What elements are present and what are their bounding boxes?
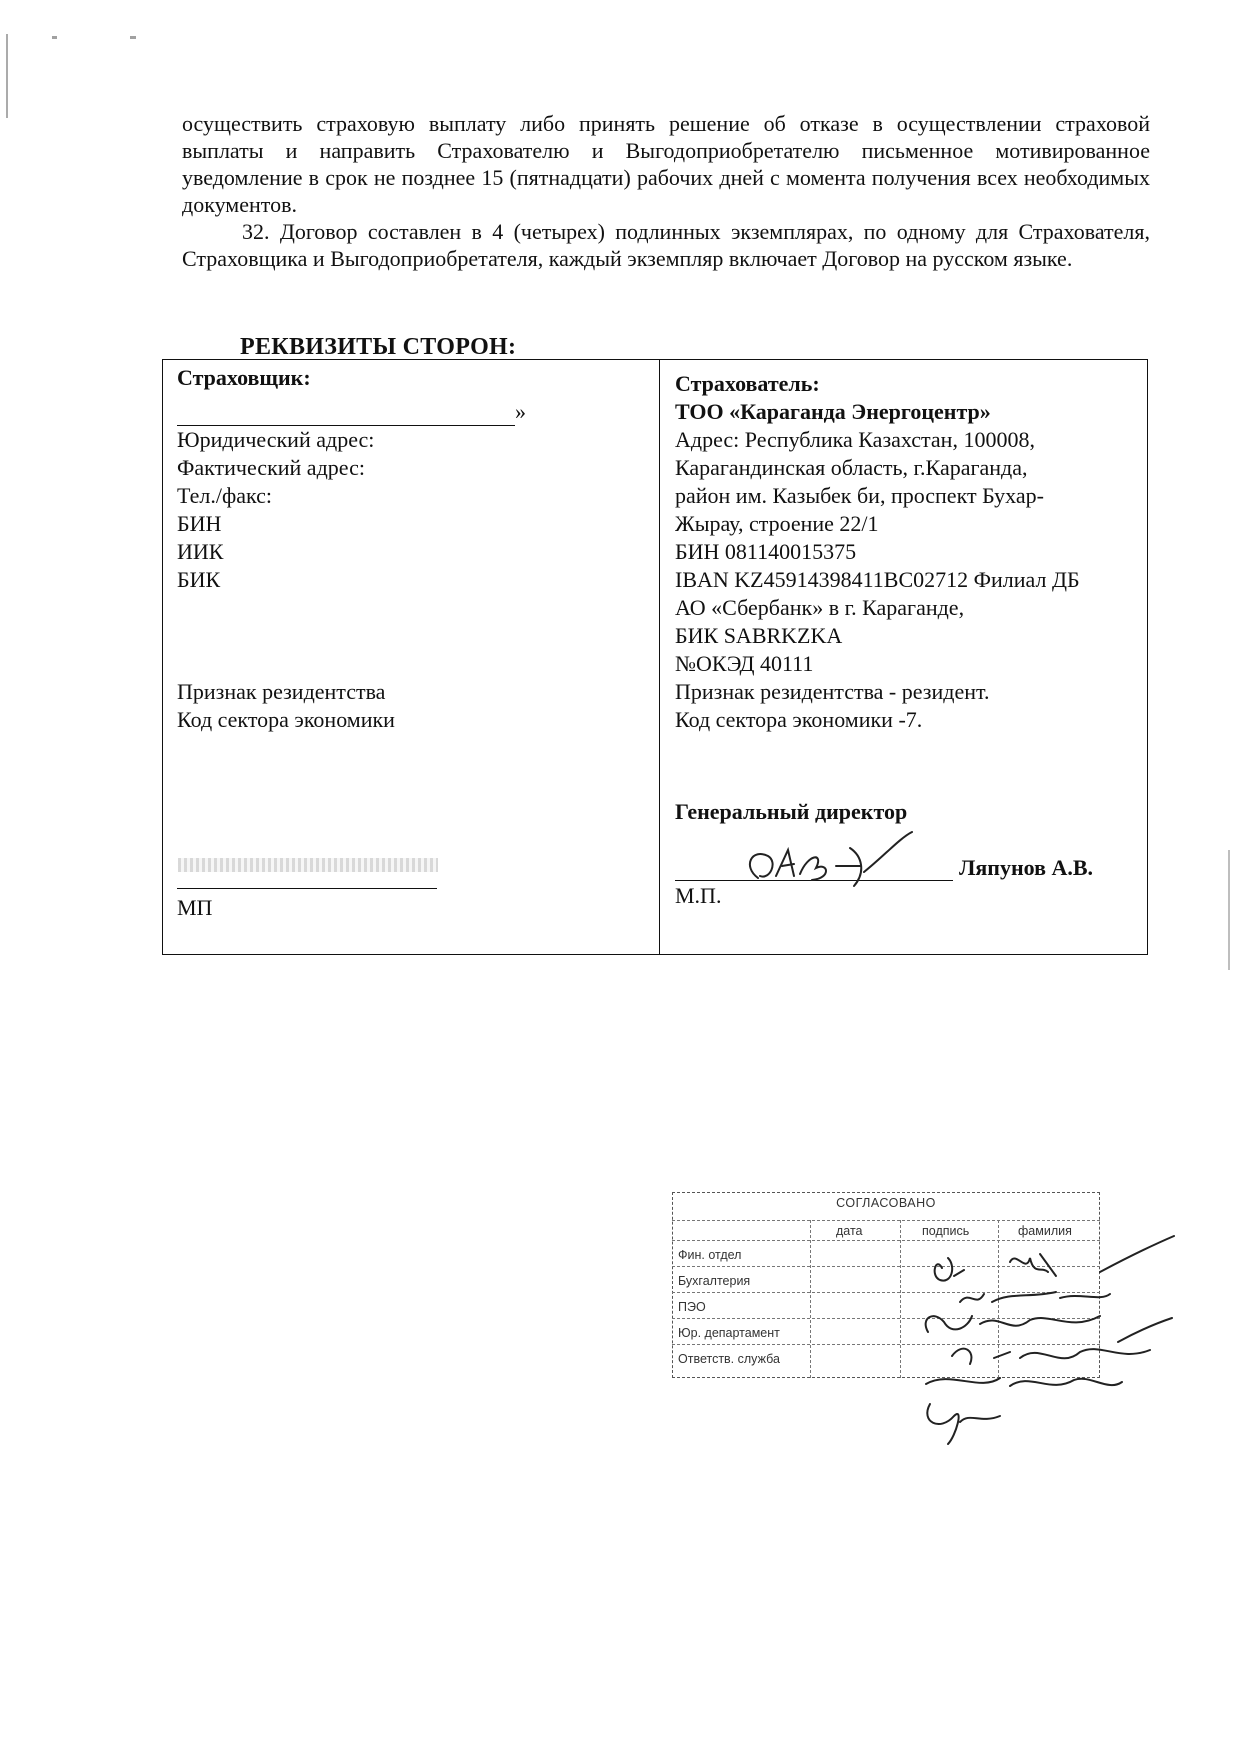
policyholder-signatory: Ляпунов А.В. [959,855,1094,880]
policyholder-bik: БИК SABRKZKA [675,623,843,648]
approval-row-label: Фин. отдел [678,1248,742,1262]
director-signature [738,826,938,896]
insurer-bin: БИН [177,511,222,536]
insurer-iik: ИИК [177,539,224,564]
policyholder-company: ТОО «Караганда Энергоцентр» [675,399,991,424]
column-divider [659,360,660,954]
insurer-phone-fax: Тел./факс: [177,483,272,508]
paragraph-32-copies: 32. Договор составлен в 4 (четырех) подлинных экземплярах, по одному для Страхователя, Страховщика и Выгодоприобретателя, каждый экземпляр включает Договор на русском языке. [182,219,1150,271]
insurer-stamp-label: МП [177,895,213,920]
policyholder-iban-line: АО «Сбербанк» в г. Караганде, [675,595,965,620]
insurer-name-line [177,398,647,426]
policyholder-heading: Страхователь: [675,371,820,396]
scan-artifact [130,36,136,39]
approval-col-signature: подпись [922,1224,970,1238]
scan-artifact [6,34,8,118]
scan-artifact [52,36,57,39]
approval-column-line [810,1220,811,1378]
policyholder-sector-code: Код сектора экономики -7. [675,707,923,732]
approval-divider [672,1220,1100,1221]
insurer-residency: Признак резидентства [177,679,386,704]
approval-row-label: Юр. департамент [678,1326,780,1340]
approval-col-date: дата [836,1224,863,1238]
policyholder-residency: Признак резидентства - резидент. [675,679,990,704]
insurer-column [177,360,647,920]
insurer-heading: Страховщик: [177,365,311,390]
policyholder-address-line: район им. Казыбек би, проспект Бухар- [675,483,1044,508]
insurer-legal-address: Юридический адрес: [177,427,375,452]
policyholder-address-line: Жырау, строение 22/1 [675,511,879,536]
insurer-name-blank [177,403,515,426]
insurer-sector-code: Код сектора экономики [177,707,395,732]
policyholder-stamp-label: М.П. [675,883,722,908]
policyholder-address-line: Адрес: Республика Казахстан, 100008, [675,427,1035,452]
requisites-title: РЕКВИЗИТЫ СТОРОН: [240,334,517,360]
paragraph-insurance-payment: осуществить страховую выплату либо принять решение об отказе в осуществлении страховой выплаты и направить Страхователю и Выгодоприобретателю письменное мотивированное уведомление в срок не позднее 15 (пятнадцати) рабочих дней с момента получения всех необходимых документов. [182,111,1150,217]
approval-col-surname: фамилия [1018,1224,1072,1238]
policyholder-bin: БИН 081140015375 [675,539,857,564]
approval-row-label: ПЭО [678,1300,706,1314]
approval-title: СОГЛАСОВАНО [836,1196,936,1210]
insurer-name-quote: » [515,399,526,424]
blurred-text [178,858,438,872]
insurer-signature-line [177,888,437,889]
policyholder-column [675,360,1145,908]
policyholder-iban-line: IBAN KZ45914398411BC02712 Филиал ДБ [675,567,1080,592]
scan-artifact [1228,850,1230,970]
insurer-bik: БИК [177,567,221,592]
insurer-actual-address: Фактический адрес: [177,455,365,480]
policyholder-address-line: Карагандинская область, г.Караганда, [675,455,1028,480]
contract-body-text [182,110,1150,272]
policyholder-position: Генеральный директор [675,799,908,824]
approval-signatures [860,1232,1176,1446]
policyholder-okved: №ОКЭД 40111 [675,651,814,676]
approval-row-label: Бухгалтерия [678,1274,751,1288]
approval-row-label: Ответств. служба [678,1352,780,1366]
